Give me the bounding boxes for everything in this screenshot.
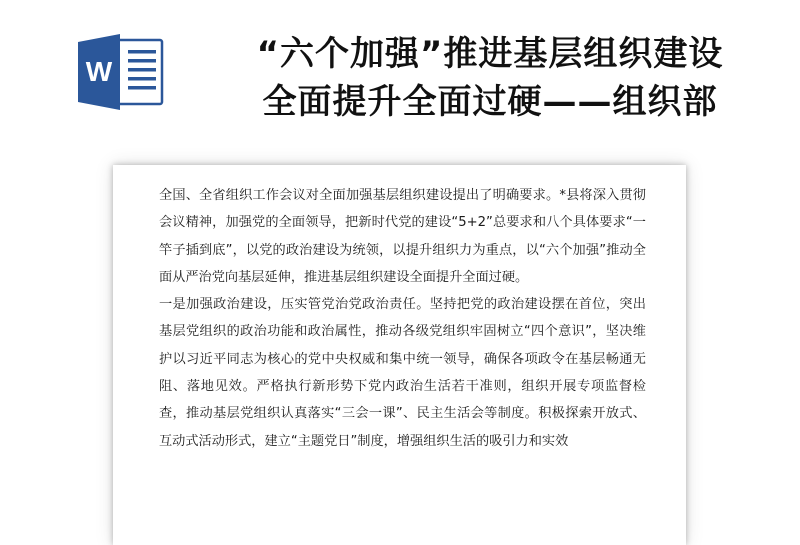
word-document-icon — [76, 32, 164, 112]
document-paragraph-2: 一是加强政治建设，压实管党治党政治责任。坚持把党的政治建设摆在首位，突出基层党组织的政治功能和政治属性，推动各级党组织牢固树立“四个意识”，坚决维护以习近平同志为核心的党中央权威和集中统一领导，确保各项政令在基层畅通无阻、落地见效。严格执行新形势下党内政治生活若干准则，组织开展专项监督检查，推动基层党组织认真落实“三会一课”、民主生活会等制度。积极探索开放式、互动式活动形式，建立“主题党日”制度，增强组织生活的吸引力和实效 — [159, 297, 646, 449]
word-logo-graphic — [76, 32, 164, 112]
document-paragraph-1: 全国、全省组织工作会议对全面加强基层组织建设提出了明确要求。*县将深入贯彻会议精神，加强党的全面领导，把新时代党的建设“5+2”总要求和八个具体要求“一竿子插到底”，以党的政治建设为统领，以提升组织力为重点，以“六个加强”推动全面从严治党向基层延伸，推进基层组织建设全面提升全面过硬。 — [159, 188, 646, 285]
document-body — [113, 165, 686, 455]
document-title-line-1: “六个加强”推进基层组织建设 — [256, 34, 724, 74]
document-title — [195, 30, 785, 126]
document-page-preview — [113, 165, 686, 545]
document-title-line-2: 全面提升全面过硬——组织部 — [262, 82, 718, 122]
word-logo-letter: W — [85, 56, 113, 87]
